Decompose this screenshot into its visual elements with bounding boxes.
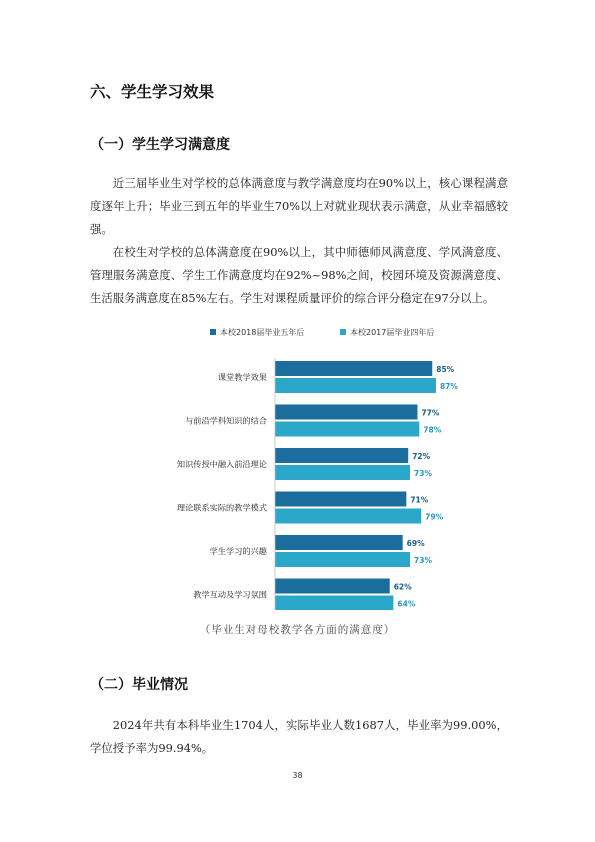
- category-label: 与前沿学科知识的结合: [185, 415, 267, 426]
- bar-series-1: [275, 448, 408, 463]
- category-labels: [177, 372, 268, 600]
- subsection-title-graduation: （二）毕业情况: [90, 677, 188, 693]
- bar-series-2: [275, 465, 410, 480]
- data-label: 73%: [414, 556, 433, 565]
- paragraph-graduate-satisfaction: 近三届毕业生对学校的总体满意度与教学满意度均在90%以上，核心课程满意度逐年上升；毕业三到五年的毕业生70%以上对就业现状表示满意，从业幸福感较强。: [90, 176, 508, 236]
- bar-series-1: [275, 361, 432, 376]
- data-label: 77%: [421, 408, 440, 418]
- chart-legend: [210, 327, 434, 337]
- bar-series-2: [275, 509, 421, 524]
- paragraph-student-satisfaction: 在校生对学校的总体满意度在90%以上，其中师德师风满意度、学风满意度、管理服务满意度、学生工作满意度均在92%~98%之间，校园环境及资源满意度、生活服务满意度在85%左右。学生对课程质量评价的综合评分稳定在97分以上。: [90, 245, 508, 305]
- data-label: 72%: [412, 452, 431, 461]
- bar-series-1: [275, 492, 406, 507]
- category-label: 学生学习的兴趣: [209, 546, 267, 556]
- bar-series-1: [275, 535, 403, 550]
- data-label: 78%: [423, 425, 442, 435]
- category-label: 课堂教学效果: [217, 372, 267, 382]
- page-number: 38: [292, 771, 303, 780]
- data-label: 64%: [397, 599, 416, 609]
- legend-swatch-2: [340, 329, 346, 335]
- bar-series-2: [275, 378, 436, 393]
- category-label: 理论联系实际的教学模式: [176, 502, 267, 513]
- data-label: 87%: [439, 382, 458, 391]
- chart-caption: （毕业生对母校教学各方面的满意度）: [199, 624, 396, 636]
- legend-label-1: 本校2018届毕业五年后: [220, 328, 305, 337]
- bar-series-2: [275, 596, 393, 611]
- subsection-title-satisfaction: （一）学生学习满意度: [90, 137, 230, 153]
- data-label: 71%: [410, 495, 429, 505]
- satisfaction-bar-chart: [150, 320, 470, 610]
- bar-series-1: [275, 405, 417, 420]
- section-title: 六、学生学习效果: [90, 83, 215, 101]
- bar-series-1: [275, 579, 390, 594]
- data-label: 73%: [414, 469, 433, 478]
- legend-label-2: 本校2017届毕业四年后: [350, 328, 435, 337]
- paragraph-graduation-stats: 2024年共有本科毕业生1704人，实际毕业人数1687人，毕业率为99.00%，学位授予率为99.94%。: [90, 718, 508, 755]
- category-label: 教学互动及学习氛围: [193, 589, 267, 600]
- data-label: 79%: [425, 512, 444, 522]
- data-label: 62%: [393, 582, 412, 592]
- bars: [275, 361, 458, 610]
- category-label: 知识传授中融入前沿理论: [176, 459, 267, 469]
- data-label: 85%: [436, 365, 455, 374]
- bar-series-2: [275, 422, 419, 437]
- bar-series-2: [275, 552, 410, 567]
- data-label: 69%: [406, 539, 425, 548]
- legend-swatch-1: [210, 329, 216, 335]
